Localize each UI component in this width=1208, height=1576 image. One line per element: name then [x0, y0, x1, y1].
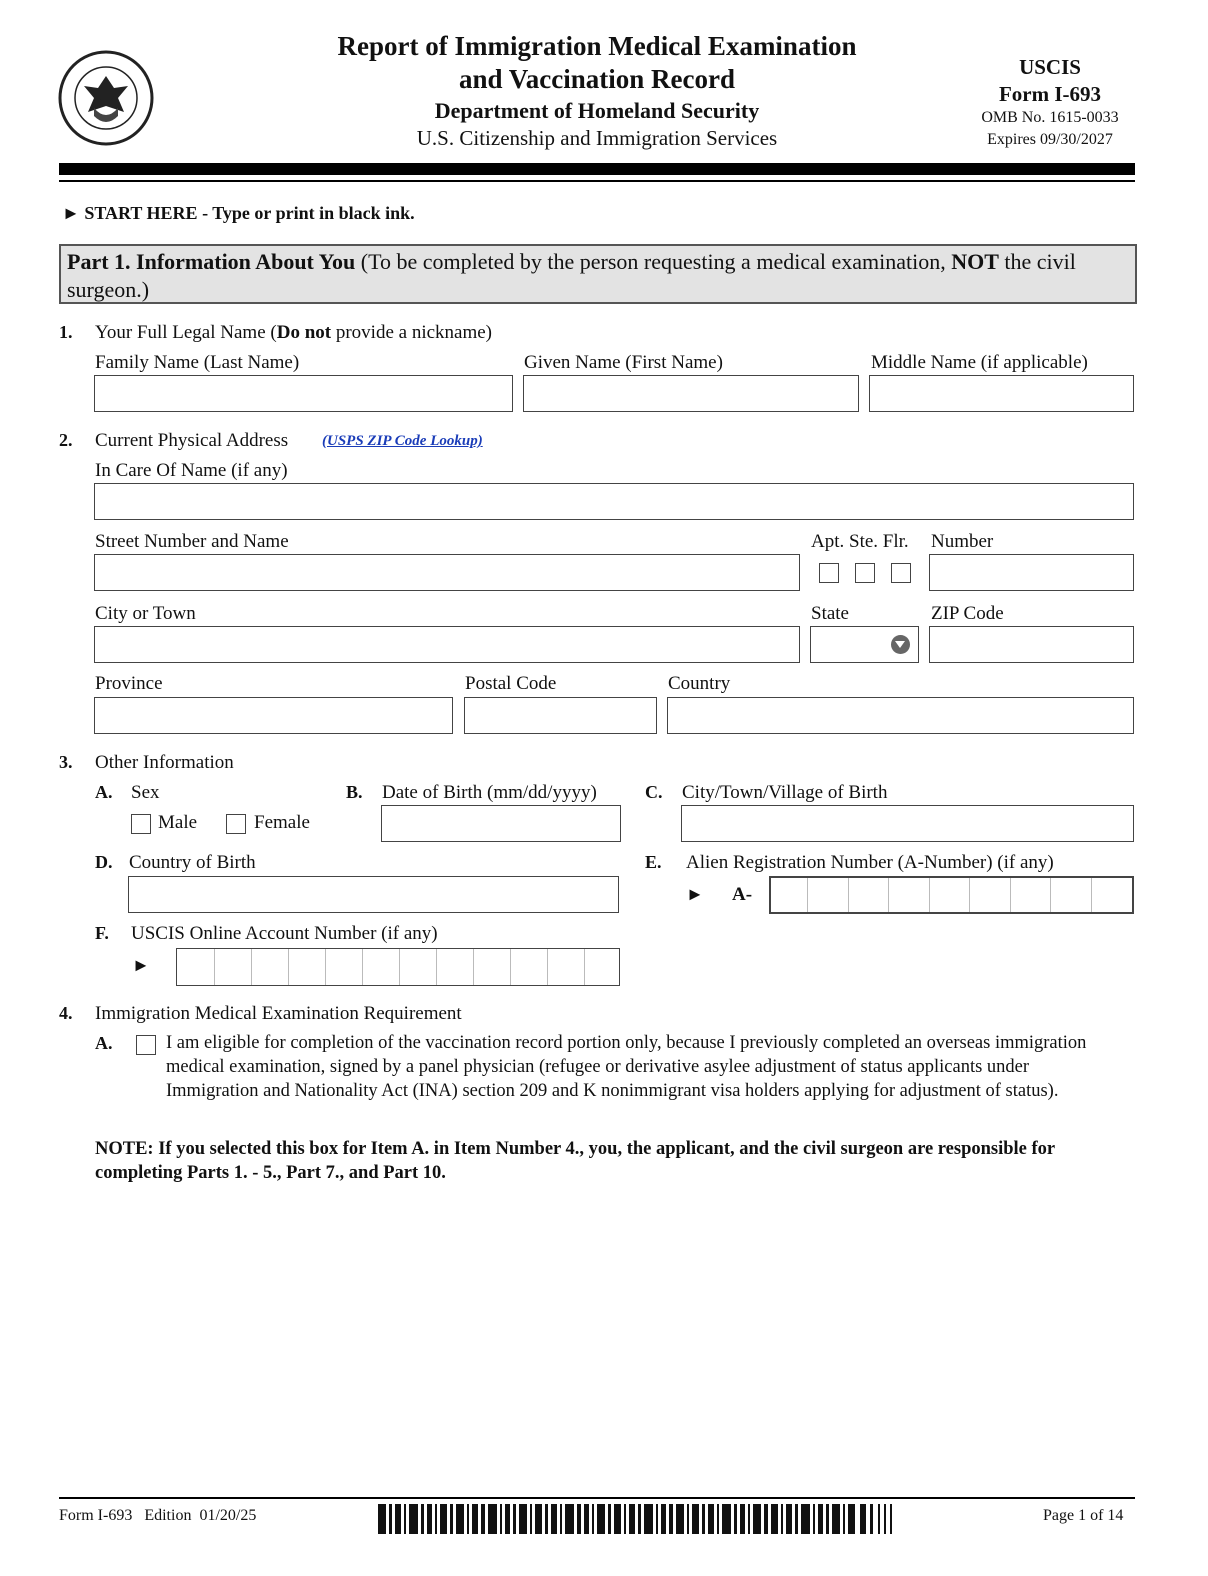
- footer-form-edition: Form I-693 Edition 01/20/25: [59, 1507, 257, 1524]
- flr-checkbox[interactable]: [891, 563, 911, 583]
- usps-zip-lookup-link[interactable]: (USPS ZIP Code Lookup): [322, 433, 483, 449]
- family-name-input[interactable]: [94, 375, 513, 412]
- other-info-label: Other Information: [95, 752, 234, 773]
- sex-label: Sex: [131, 782, 160, 803]
- country-of-birth-label: Country of Birth: [129, 852, 256, 873]
- country-label: Country: [668, 673, 731, 694]
- ste-checkbox[interactable]: [855, 563, 875, 583]
- apt-ste-flr-label: Apt. Ste. Flr.: [811, 531, 909, 552]
- dob-input[interactable]: [381, 805, 621, 842]
- barcode-graphic: [378, 1504, 898, 1534]
- middle-name-label: Middle Name (if applicable): [871, 352, 1088, 373]
- vaccination-only-text: I am eligible for completion of the vaccination record portion only, because I previously completed an overseas immigration medical examination, signed by a panel physician (refugee or derivative asylee adjustment of status applicants under Immigration and Nationality Act (INA) section 209 and K nonimmigrant visa holders applying for adjustment of status).: [166, 1033, 1087, 1101]
- zip-label: ZIP Code: [931, 603, 1004, 624]
- a-number-prefix: A-: [732, 884, 753, 905]
- item3e-letter: E.: [645, 852, 662, 872]
- item4-number: 4.: [59, 1003, 73, 1023]
- arrow-right-icon: ►: [132, 955, 150, 975]
- item3c-letter: C.: [645, 782, 663, 802]
- female-checkbox[interactable]: [226, 814, 246, 834]
- exam-requirement-label: Immigration Medical Examination Requirement: [95, 1003, 462, 1024]
- province-input[interactable]: [94, 697, 453, 734]
- unit-number-label: Number: [931, 531, 994, 552]
- item3a-letter: A.: [95, 782, 113, 802]
- dob-label: Date of Birth (mm/dd/yyyy): [382, 782, 597, 803]
- item1-number: 1.: [59, 322, 73, 342]
- vaccination-only-checkbox[interactable]: [136, 1035, 156, 1055]
- state-select[interactable]: [810, 626, 919, 663]
- street-input[interactable]: [94, 554, 800, 591]
- part1-heading: Part 1. Information About You (To be completed by the person requesting a medical examination, NOT the civil surgeon.): [59, 244, 1137, 304]
- page-number: Page 1 of 14: [1043, 1507, 1124, 1524]
- a-number-label: Alien Registration Number (A-Number) (if any): [686, 852, 1054, 873]
- online-account-input[interactable]: [176, 948, 620, 986]
- item2-number: 2.: [59, 430, 73, 450]
- city-input[interactable]: [94, 626, 800, 663]
- form-title: Report of Immigration Medical Examination and Vaccination Record: [337, 31, 857, 94]
- item3d-letter: D.: [95, 852, 113, 872]
- city-of-birth-input[interactable]: [681, 805, 1134, 842]
- uscis-label: USCIS: [1019, 55, 1081, 79]
- care-of-label: In Care Of Name (if any): [95, 460, 288, 481]
- online-account-label: USCIS Online Account Number (if any): [131, 923, 438, 944]
- male-label: Male: [158, 812, 198, 833]
- item1-label: Your Full Legal Name (Do not provide a nickname): [95, 322, 492, 343]
- agency-name: U.S. Citizenship and Immigration Services: [416, 126, 778, 150]
- footer-divider: [59, 1497, 1135, 1499]
- street-label: Street Number and Name: [95, 531, 289, 552]
- given-name-label: Given Name (First Name): [524, 352, 723, 373]
- postal-code-input[interactable]: [464, 697, 657, 734]
- item3-number: 3.: [59, 752, 73, 772]
- given-name-input[interactable]: [523, 375, 859, 412]
- province-label: Province: [95, 673, 163, 694]
- item3f-letter: F.: [95, 923, 109, 943]
- header-divider-thin: [59, 180, 1135, 182]
- expiration-date: Expires 09/30/2027: [987, 131, 1113, 148]
- female-label: Female: [254, 812, 310, 833]
- barcode: [378, 1504, 898, 1534]
- state-label: State: [811, 603, 849, 624]
- family-name-label: Family Name (Last Name): [95, 352, 300, 373]
- unit-number-input[interactable]: [929, 554, 1134, 591]
- item4a-letter: A.: [95, 1033, 113, 1053]
- city-of-birth-label: City/Town/Village of Birth: [682, 782, 888, 803]
- form-id: Form I-693: [998, 82, 1102, 106]
- country-input[interactable]: [667, 697, 1134, 734]
- item3b-letter: B.: [346, 782, 363, 802]
- country-of-birth-input[interactable]: [128, 876, 619, 913]
- postal-code-label: Postal Code: [465, 673, 557, 694]
- a-number-input[interactable]: [769, 876, 1134, 914]
- apt-checkbox[interactable]: [819, 563, 839, 583]
- start-here-instruction: ► START HERE - Type or print in black ink.: [62, 203, 415, 223]
- department-name: Department of Homeland Security: [434, 98, 760, 123]
- omb-number: OMB No. 1615-0033: [981, 109, 1119, 126]
- dropdown-arrow-icon: [891, 635, 910, 654]
- male-checkbox[interactable]: [131, 814, 151, 834]
- note-text: NOTE: If you selected this box for Item A. in Item Number 4., you, the applicant, and the civil surgeon are responsible for completing Parts 1. - 5., Part 7., and Part 10.: [95, 1139, 1055, 1183]
- care-of-input[interactable]: [94, 483, 1134, 520]
- header-divider-thick: [59, 163, 1135, 175]
- middle-name-input[interactable]: [869, 375, 1134, 412]
- arrow-right-icon: ►: [686, 884, 704, 904]
- city-label: City or Town: [95, 603, 196, 624]
- address-label: Current Physical Address: [95, 430, 289, 451]
- arrow-right-icon: ►: [62, 203, 80, 223]
- dhs-seal-logo: [58, 50, 154, 146]
- zip-input[interactable]: [929, 626, 1134, 663]
